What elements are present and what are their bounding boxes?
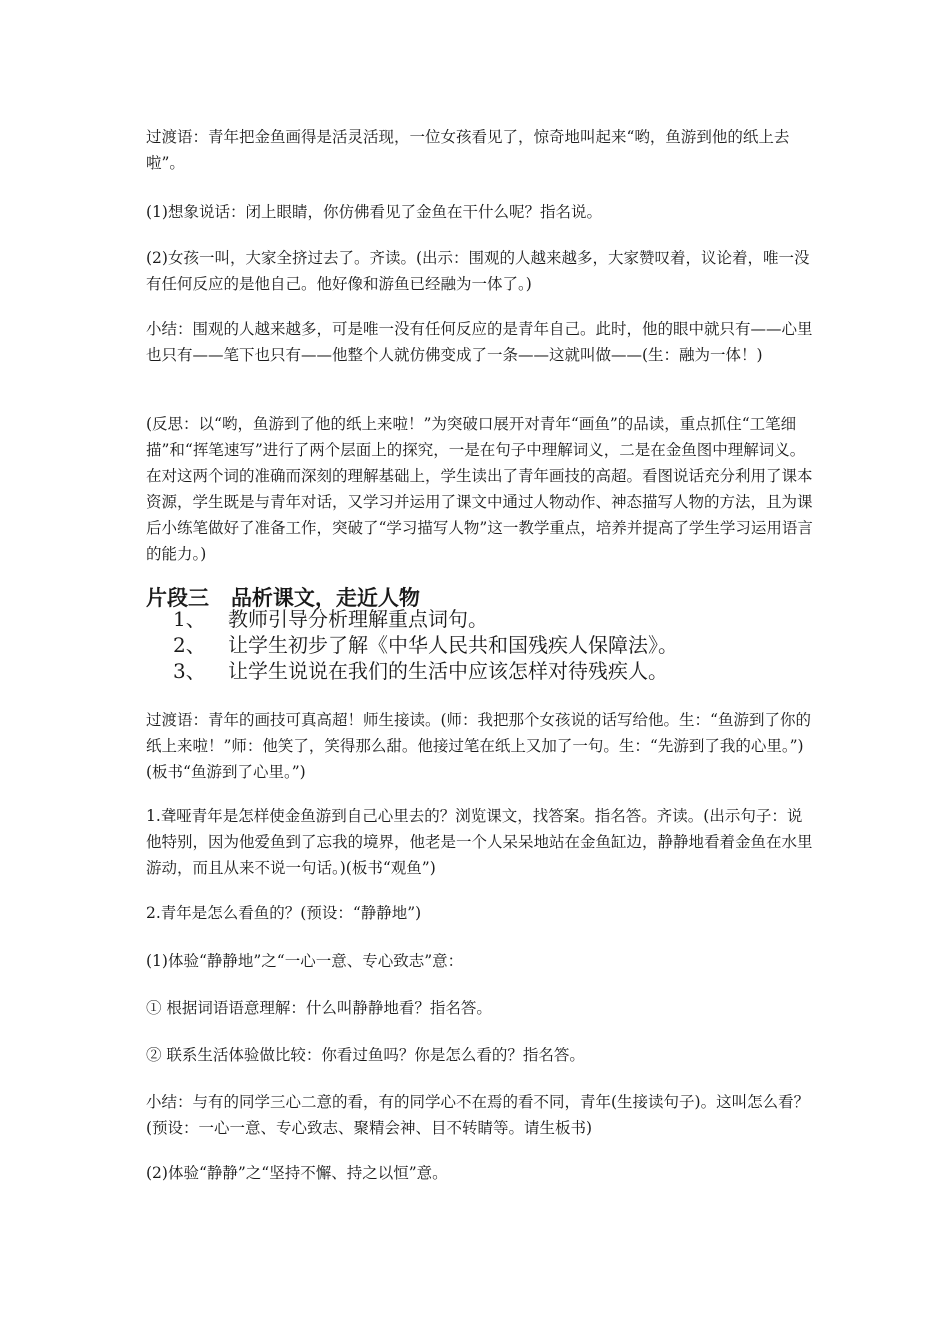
- section-title: 品析课文，走近人物: [230, 585, 420, 610]
- list-item-text: 让学生初步了解《中华人民共和国残疾人保障法》。: [228, 633, 678, 657]
- summary-paragraph-2: 小结：与有的同学三心二意的看，有的同学心不在焉的看不同，青年(生接读句子)。这叫怎么看？(预设：一心一意、专心致志、聚精会神、目不转睛等。请生板书): [146, 1093, 810, 1137]
- experience-1-paragraph: (1)体验“静静地”之“一心一意、专心致志”意：: [146, 952, 464, 970]
- reflection-paragraph: (反思：以“哟，鱼游到了他的纸上来啦！”为突破口展开对青年“画鱼”的品读，重点抓住“工笔细描”和“挥笔速写”进行了两个层面上的探究，一是在句子中理解词义，二是在金鱼图中理解词义。在对这两个词的准确而深刻的理解基础上，学生读出了青年画技的高超。看图说话充分利用了课本资源，学生既是与青年对话，又学习并运用了课文中通过人物动作、神态描写人物的方法，且为课后小练笔做好了准备工作，突破了“学习描写人物”这一教学重点，培养并提高了学生学习运用语言的能力。): [146, 415, 813, 563]
- experience-2-paragraph: (2)体验“静静”之“坚持不懈、持之以恒”意。: [146, 1164, 448, 1182]
- list-item-number: 1、: [173, 607, 206, 631]
- list-item-number: 2、: [173, 633, 206, 657]
- step-1-paragraph: ① 根据词语语意理解：什么叫静静地看？指名答。: [146, 999, 492, 1017]
- transition-paragraph-2: 过渡语：青年的画技可真高超！师生接读。(师：我把那个女孩说的话写给他。生：“鱼游到了你的纸上来啦！”师：他笑了，笑得那么甜。他接过笔在纸上又加了一句。生：“先游到了我的心里。”)(板书“鱼游到了心里。”): [146, 711, 811, 781]
- summary-paragraph: 小结：围观的人越来越多，可是唯一没有任何反应的是青年自己。此时，他的眼中就只有——心里也只有——笔下也只有——他整个人就仿佛变成了一条——这就叫做——(生：融为一体！): [146, 320, 813, 364]
- list-item: [173, 631, 853, 659]
- transition-paragraph: 过渡语：青年把金鱼画得是活灵活现，一位女孩看见了，惊奇地叫起来“哟，鱼游到他的纸上去啦”。: [146, 128, 790, 172]
- question-2-paragraph: 2.青年是怎么看鱼的？(预设：“静静地”): [146, 904, 422, 922]
- section-label: 片段三: [146, 586, 209, 610]
- imagine-speaking-paragraph: (1)想象说话：闭上眼睛，你仿佛看见了金鱼在干什么呢？指名说。: [146, 203, 602, 221]
- girl-shout-paragraph: (2)女孩一叫，大家全挤过去了。齐读。(出示：围观的人越来越多，大家赞叹着，议论着，唯一没有任何反应的是他自己。他好像和游鱼已经融为一体了。): [146, 249, 810, 293]
- question-1-paragraph: 1.聋哑青年是怎样使金鱼游到自己心里去的？浏览课文，找答案。指名答。齐读。(出示句子：说他特别，因为他爱鱼到了忘我的境界，他老是一个人呆呆地站在金鱼缸边，静静地看着金鱼在水里游动，而且从来不说一句话。)(板书“观鱼”): [146, 807, 813, 877]
- list-item-text: 教师引导分析理解重点词句。: [228, 607, 488, 631]
- step-2-paragraph: ② 联系生活体验做比较：你看过鱼吗？你是怎么看的？指名答。: [146, 1046, 585, 1064]
- list-item-number: 3、: [173, 659, 206, 683]
- list-item: [173, 605, 853, 633]
- list-item: [173, 657, 853, 685]
- list-item-text: 让学生说说在我们的生活中应该怎样对待残疾人。: [228, 659, 668, 683]
